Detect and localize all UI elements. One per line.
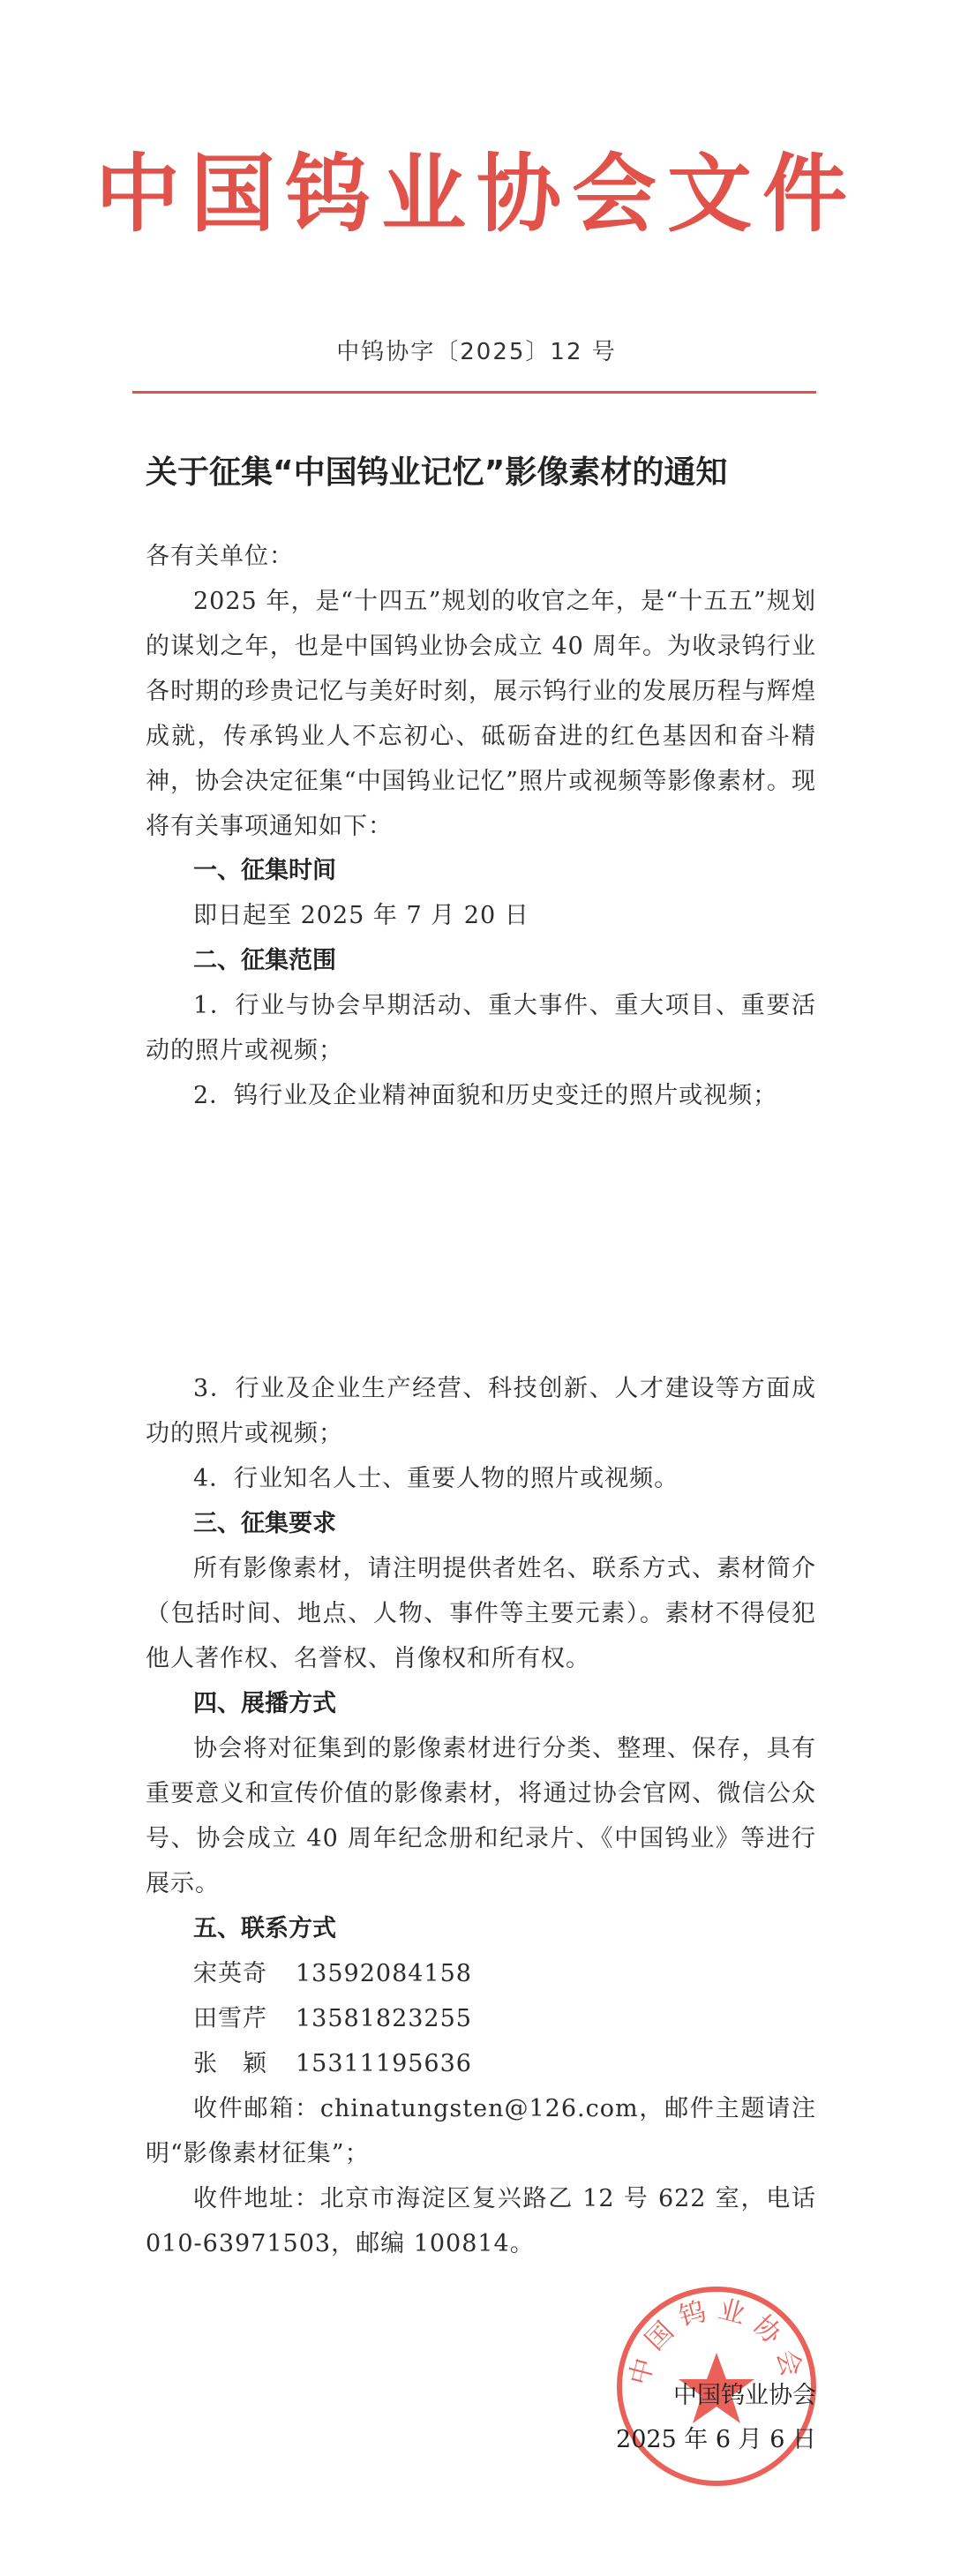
salutation: 各有关单位： [146,543,294,570]
signature-org: 中国钨业协会 [673,2382,816,2409]
masthead-title: 中国钨业协会文件 [95,144,858,244]
contact-row [193,1951,811,1996]
contact-name: 宋英奇 [193,1960,267,1987]
section-time-heading: 一、征集时间 [193,857,336,884]
section-scope-heading: 二、征集范围 [193,947,336,974]
scope-item-3: 3．行业及企业生产经营、科技创新、人才建设等方面成功的照片或视频； [146,1375,816,1447]
contact-name: 张 颖 [193,2050,267,2077]
signature-date: 2025 年 6 月 6 日 [616,2426,816,2453]
contact-phone: 15311195636 [296,2050,472,2077]
red-divider [132,391,816,394]
section-requirements-heading: 三、征集要求 [193,1510,336,1537]
contact-row [193,2041,811,2086]
section-contact-heading: 五、联系方式 [193,1915,336,1942]
scope-item-1: 1．行业与协会早期活动、重大事件、重大项目、重要活动的照片或视频； [146,992,816,1064]
scope-item-2: 2．钨行业及企业精神面貌和历史变迁的照片或视频； [193,1082,778,1109]
document-number: 中钨协字〔2025〕12 号 [336,339,617,365]
contact-row [193,1996,811,2041]
section-display-heading: 四、展播方式 [193,1690,336,1717]
contact-phone: 13581823255 [296,2005,472,2032]
contact-phone: 13592084158 [296,1960,472,1987]
requirements-text: 所有影像素材，请注明提供者姓名、联系方式、素材简介（包括时间、地点、人物、事件等主要元素）。素材不得侵犯他人著作权、名誉权、肖像权和所有权。 [146,1555,816,1672]
notice-title: 关于征集“中国钨业记忆”影像素材的通知 [146,454,728,491]
display-text: 协会将对征集到的影像素材进行分类、整理、保存，具有重要意义和宣传价值的影像素材，将通过协会官网、微信公众号、协会成立 40 周年纪念册和纪录片、《中国钨业》等进行展示。 [146,1735,816,1897]
scope-item-4: 4．行业知名人士、重要人物的照片或视频。 [193,1465,679,1492]
intro-paragraph: 2025 年，是“十四五”规划的收官之年，是“十五五”规划的谋划之年，也是中国钨业协会成立 40 周年。为收录钨行业各时期的珍贵记忆与美好时刻，展示钨行业的发展历程与辉煌成就，传承钨业人不忘初心、砥砺奋进的红色基因和奋斗精神，协会决定征集“中国钨业记忆”照片或视频等影像素材。现将有关事项通知如下： [146,588,816,840]
contact-name: 田雪芹 [193,2005,267,2032]
section-time-text: 即日起至 2025 年 7 月 20 日 [193,902,529,929]
contact-email: 收件邮箱：chinatungsten@126.com，邮件主题请注明“影像素材征集”； [146,2095,816,2167]
contact-address: 收件地址：北京市海淀区复兴路乙 12 号 622 室，电话 010-63971503，邮编 100814。 [146,2185,816,2257]
seal-text: 中国钨业协会 [624,2294,809,2389]
